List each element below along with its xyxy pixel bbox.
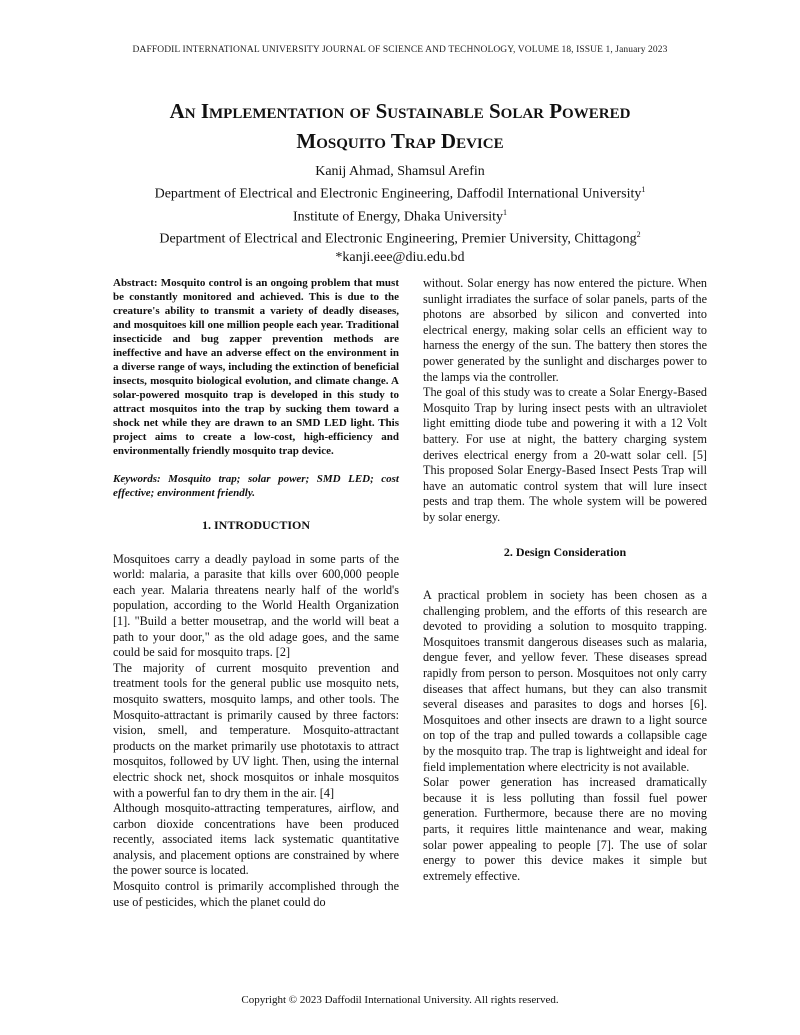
intro-paragraph-4: Mosquito control is primarily accomplished through the use of pesticides, which the planet could do [113,879,399,909]
abstract [113,276,399,458]
author-email: *kanji.eee@diu.edu.bd [335,249,465,265]
section-heading-introduction: 1. INTRODUCTION [201,518,310,532]
left-column [113,276,399,910]
title-line-2: Mosquito Trap Device [296,129,504,153]
section-heading-design: 2. Design Consideration [503,544,627,559]
design-paragraph-2: Solar power generation has increased dramatically because it is less polluting than fossil fuel power generation. Furthermore, because there are no moving parts, it requires little maintenance and wear, making solar power appealing to people [7]. The use of solar energy to power this device makes it simple but extremely effective. [423,775,707,883]
intro-paragraph-1: Mosquitoes carry a deadly payload in some parts of the world: malaria, a parasite that kills over 600,000 people each year. Malaria threatens nearly half of the world's population, according to the World Health Organization [1]. "Build a better mousetrap, and the world will beat a path to your door," as the old adage goes, and the same could be said for mosquito traps. [2] [113,551,399,660]
title-line-1: An Implementation of Sustainable Solar Powered [169,99,631,123]
design-paragraph-1: A practical problem in society has been chosen as a challenging problem, and the efforts of this research are devoted to providing a solution to mosquito trapping. Mosquitoes transmit dangerous diseases such as malaria, dengue fever, and yellow fever. These diseases spread rapidly from person to person. Mosquitoes not only carry diseases that affect humans, but they can also transmit several diseases and parasites to dogs and horses [6]. Mosquitoes and other insects are drawn to a light source on top of the trap and pulled towards a collapsible cage by the mosquito trap. The trap is lightweight and ideal for field implementation where electricity is not available. [423,588,707,774]
affiliation-3: Department of Electrical and Electronic Engineering, Premier University, Chittagong$^2$ [159,230,641,247]
abstract-label: Abstract: [113,277,158,289]
intro-paragraph-2: The majority of current mosquito prevention and treatment tools for the general public use mosquito nets, mosquito swatters, mosquito lamps, and other tools. The Mosquito-attractant is primarily caused by three factors: vision, smell, and temperature. Mosquito-attractant products on the market primarily use phototaxis to attract mosquitos, followed by UV light. Then, using the internal electric shock net, shock mosquitos or inhale mosquitos with a powerful fan to dry them in the air. [4] [113,660,399,800]
affiliation-1: Department of Electrical and Electronic Engineering, Daffodil International University$^1$ [154,185,646,202]
copyright-footer: Copyright © 2023 Daffodil International University. All rights reserved. [241,994,559,1006]
author-block [60,163,740,267]
author-names: Kanij Ahmad, Shamsul Arefin [315,164,485,179]
abstract-text: Mosquito control is an ongoing problem that must be constantly monitored and achieved. This is due to the creature's ability to transmit a variety of deadly diseases, and mosquitoes kill one million people each year. Traditional insecticide and bug zapper prevention methods are ineffective and have an adverse effect on the environment in a diverse range of ways, including the extinction of beneficial insects, mosquito biological evolution, and climate change. A solar-powered mosquito trap is developed in this study to attract mosquitos into the trap by sucking them toward a shock net while they are drawn to an SMD LED light. This project aims to create a low-cost, high-efficiency and environmentally friendly mosquito trap device. [113,277,399,457]
intro-paragraph-5: without. Solar energy has now entered the picture. When sunlight irradiates the surface of solar panels, parts of the photons are absorbed by silicon and converted into electrical energy, making solar cells an efficient way to harness the energy of the sun. The battery then stores the power generated by the sunlight and discharges power to the lamps via the controller. [423,276,707,384]
affiliation-2: Institute of Energy, Dhaka University$^1$ [293,207,507,225]
paper-title [60,96,740,156]
intro-paragraph-3: Although mosquito-attracting temperatures, airflow, and carbon dioxide concentrations have been produced recently, associated items lack systematic quantitative analysis, and placement options are constrained by where the power source is located. [113,801,399,878]
right-column [423,276,707,884]
running-head: DAFFODIL INTERNATIONAL UNIVERSITY JOURNAL OF SCIENCE AND TECHNOLOGY, VOLUME 18, ISSUE 1, January 2023 [132,45,668,55]
keywords: Keywords: Mosquito trap; solar power; SMD LED; cost effective; environment friendly. [113,473,399,499]
intro-paragraph-6: The goal of this study was to create a Solar Energy-Based Mosquito Trap by luring insect pests with an ultraviolet light emitting diode tube and powering it with a 12 Volt battery. For use at night, the battery charging system derives electrical energy from a 20-watt solar cell. [5] This proposed Solar Energy-Based Insect Pests Trap will have an automatic control system that will lure insect pests and trap them. The whole system will be powered by solar energy. [423,385,707,524]
